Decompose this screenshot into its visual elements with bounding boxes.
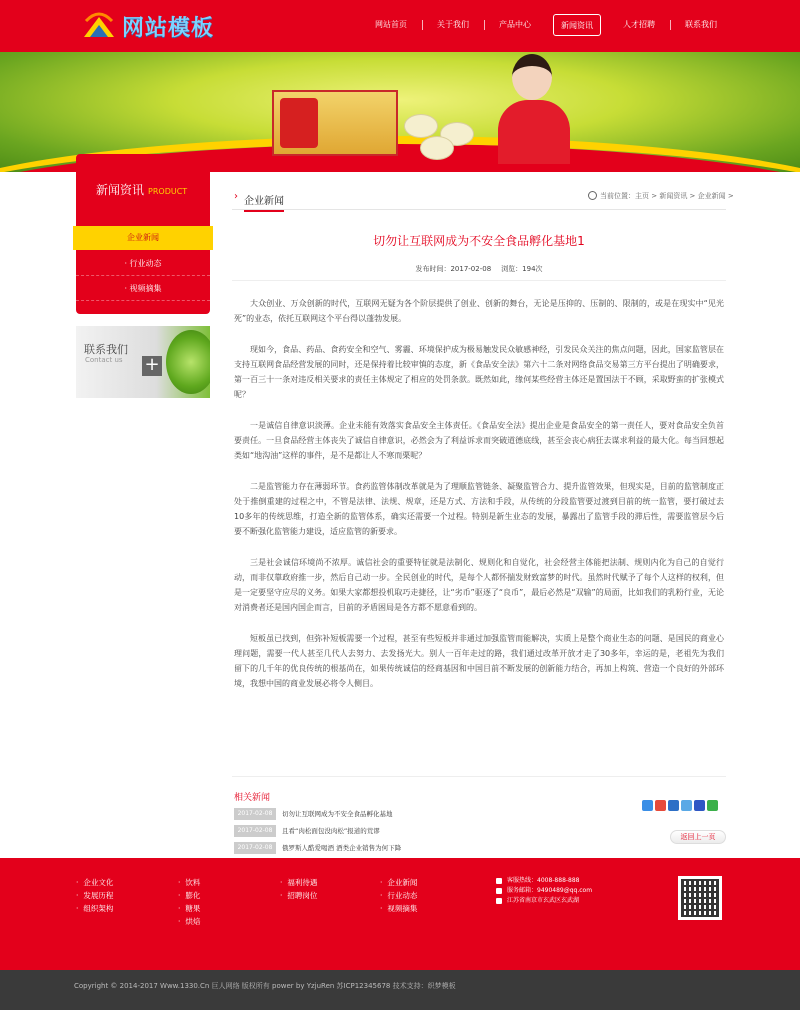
footer-news-links bbox=[380, 876, 417, 915]
footer-about-links bbox=[76, 876, 113, 915]
footer-link[interactable]: · 组织架构 bbox=[76, 902, 113, 915]
related-news-link[interactable]: 切勿让互联网成为不安全食品孵化基地 bbox=[282, 810, 393, 818]
view-count: 浏览：194次 bbox=[501, 265, 543, 273]
baidu-icon[interactable] bbox=[694, 800, 705, 811]
email bbox=[496, 886, 592, 896]
share-bar bbox=[642, 800, 720, 811]
copyright-text: Copyright © 2014-2017 Www.1330.Cn 巨人网络 版权所有 power by YzjuRen 苏ICP12345678 技术支持：织梦模板 bbox=[74, 982, 456, 990]
article-paragraph: 一是诚信自律意识淡薄。企业未能有效落实食品安全主体责任。《食品安全法》提出企业是食品安全的第一责任人，要对食品安全负首要责任。一旦食品经营主体丧失了诚信自律意识，必然会为了利益诉求而突破道德底线，甚至会丧心病狂去谋求利益的最大化。每当回想起类如“地沟油”这样的事件，是不是都让人不寒而栗呢？ bbox=[234, 421, 724, 460]
footer-link[interactable]: · 糖果 bbox=[178, 902, 200, 915]
related-news-item[interactable] bbox=[234, 823, 494, 838]
footer-link[interactable]: · 饮料 bbox=[178, 876, 200, 889]
related-news-date: 2017-02-08 bbox=[234, 808, 276, 820]
section-header bbox=[232, 186, 734, 210]
article-paragraph: 大众创业、万众创新的时代，互联网无疑为各个阶层提供了创业、创新的舞台，无论是压抑的、压制的、限制的，或是在现实中“见光死”的业态，依托互联网这个平台得以蓬勃发展。 bbox=[234, 299, 724, 323]
main-nav bbox=[360, 14, 732, 38]
related-news-item[interactable] bbox=[234, 840, 494, 855]
contact-us-en: Contact us bbox=[85, 356, 123, 364]
flower-icon bbox=[166, 330, 210, 394]
related-news-link[interactable]: 俄罗斯人酷爱喝酒 酒类企业销售为何下降 bbox=[282, 844, 402, 852]
mail-icon bbox=[496, 888, 502, 894]
bun-image bbox=[420, 136, 454, 160]
related-news-title: 相关新闻 bbox=[234, 793, 271, 803]
related-news-list bbox=[234, 806, 494, 857]
hotline bbox=[496, 876, 592, 886]
wechat-icon[interactable] bbox=[707, 800, 718, 811]
contact-us-title: 联系我们 bbox=[84, 343, 128, 356]
footer-link[interactable]: · 视频摘集 bbox=[380, 902, 417, 915]
spokesperson-head bbox=[512, 54, 552, 100]
related-news-date: 2017-02-08 bbox=[234, 842, 276, 854]
footer-link[interactable]: · 招聘岗位 bbox=[280, 889, 317, 902]
address-text: 江苏省南京市玄武区玄武湖 bbox=[507, 897, 580, 904]
article-paragraph: 二是监管能力存在薄弱环节。食药监管体制改革就是为了理顺监管链条、凝聚监管合力、提升监管效果，但现实是，目前的监管制度正处于推倒重建的过程之中，不管是法律、法规、规章，还是方式、方法和手段，从传统的分段监管要过渡到目前的统一监管，要打破过去10多年的传统思维，打造全新的监管体系，确实还需要一个过程。特别是新生业态的发展，暴露出了监管手段的滞后性，需要监管层今后要不断强化监管能力建设，适应监管的新要求。 bbox=[234, 482, 724, 536]
footer-link[interactable]: · 企业文化 bbox=[76, 876, 113, 889]
nav-careers[interactable]: 人才招聘 bbox=[623, 20, 655, 29]
article-paragraph: 三是社会诚信环境尚不浓厚。诚信社会的重要特征就是法制化、规则化和自觉化，社会经营主体能把法制、规则内化为自己的自觉行动，而非仅靠政府推一步，然后自己动一步。全民创业的时代，是每个人都怀揣发财致富梦的时代。虽然时代赋予了每个人这样的权利，但是一定要坚守应尽的义务。如果大家都想投机取巧走捷径，让“劣币”驱逐了“良币”，最后必然是“双输”的局面，比如我们的乳粉行业，无论对消费者还是国内国企而言，目前的矛盾困局是各方都不愿意看到的。 bbox=[234, 558, 724, 612]
section-title: 企业新闻 bbox=[244, 192, 284, 212]
site-footer bbox=[0, 858, 800, 970]
sidebar-item-company-news[interactable]: 企业新闻 bbox=[73, 226, 213, 250]
location-icon bbox=[588, 191, 597, 200]
bun-image bbox=[404, 114, 438, 138]
tencent-icon[interactable] bbox=[681, 800, 692, 811]
product-box-label bbox=[280, 98, 318, 148]
nav-about[interactable]: 关于我们 bbox=[422, 14, 484, 36]
article-paragraph: 短板虽已找到，但弥补短板需要一个过程，甚至有些短板并非通过加强监管而能解决，实质上是整个商业生态的问题、是国民的商业心理问题，需要一代人甚至几代人去努力、去发扬光大。别人一百年走过的路，我们通过改革开放才走了30多年，幸运的是，老祖先为我们留下的几千年的优良传统的根基尚在，如果传统诚信的经商基因和中国目前不断发展的创新能力结合，再加上构筑、营造一个良好的外部环境，我想中国的商业发展必将令人侧目。 bbox=[234, 634, 724, 688]
site-logo[interactable] bbox=[80, 9, 220, 43]
product-box-image bbox=[272, 90, 398, 156]
breadcrumb[interactable]: 当前位置：主页 > 新闻资讯 > 企业新闻 > bbox=[600, 192, 734, 200]
location-pin-icon bbox=[496, 898, 502, 904]
sidebar-menu bbox=[76, 214, 210, 314]
nav-products[interactable]: 产品中心 bbox=[484, 14, 546, 36]
logo-text: 网站模板 bbox=[122, 15, 215, 41]
divider bbox=[232, 776, 726, 777]
footer-contact-info bbox=[496, 876, 592, 906]
email-text[interactable]: 服务邮箱：9490489@qq.com bbox=[507, 887, 593, 894]
related-news-link[interactable]: 且看“肉松面包没肉松”报道的荒谬 bbox=[282, 827, 380, 835]
weibo-icon[interactable] bbox=[655, 800, 666, 811]
article-body bbox=[234, 296, 724, 707]
footer-link[interactable]: · 企业新闻 bbox=[380, 876, 417, 889]
logo-mark-icon bbox=[80, 11, 118, 41]
related-news-item[interactable] bbox=[234, 806, 494, 821]
publish-time: 发布时间：2017-02-08 bbox=[415, 265, 492, 273]
address bbox=[496, 896, 592, 906]
footer-link[interactable]: · 发展历程 bbox=[76, 889, 113, 902]
spokesperson-body bbox=[498, 100, 570, 164]
qzone-icon[interactable] bbox=[642, 800, 653, 811]
footer-career-links bbox=[280, 876, 317, 902]
article-paragraph: 现如今，食品、药品、食药安全和空气、雾霾、环境保护成为极易触发民众敏感神经，引发民众关注的焦点问题，因此，国家监管层在支持互联网食品经营发展的同时，还是保持着比较审慎的态度，新《食品安全法》第六十二条对网络食品交易第三方平台提出了明确要求，第一百三十一条对违反相关要求的责任主体规定了相应的处罚条款。既然如此，缘何某些经营主体还是置国法于不顾，采取野蛮的扩张模式呢？ bbox=[234, 345, 724, 399]
plus-icon[interactable]: + bbox=[142, 356, 162, 376]
sidebar-title-cn: 新闻资讯 bbox=[96, 183, 145, 197]
nav-home[interactable]: 网站首页 bbox=[375, 20, 407, 29]
article-meta bbox=[232, 264, 726, 274]
back-button[interactable]: 返回上一页 bbox=[670, 830, 726, 844]
footer-link[interactable]: · 烘焙 bbox=[178, 915, 200, 928]
site-header bbox=[0, 0, 800, 52]
related-news-date: 2017-02-08 bbox=[234, 825, 276, 837]
qr-code-image bbox=[678, 876, 722, 920]
chevron-right-icon: › bbox=[234, 191, 238, 202]
sidebar-title bbox=[96, 181, 187, 198]
nav-news[interactable]: 新闻资讯 bbox=[553, 14, 601, 36]
sidebar-item-industry[interactable]: · 行业动态 bbox=[76, 252, 210, 276]
copyright-bar bbox=[0, 970, 800, 1010]
renren-icon[interactable] bbox=[668, 800, 679, 811]
article-title: 切勿让互联网成为不安全食品孵化基地1 bbox=[373, 234, 585, 248]
hotline-text: 客服热线：4008-888-888 bbox=[507, 877, 580, 884]
footer-link[interactable]: · 膨化 bbox=[178, 889, 200, 902]
footer-link[interactable]: · 福利待遇 bbox=[280, 876, 317, 889]
footer-product-links bbox=[178, 876, 200, 928]
spokesperson-image bbox=[498, 52, 570, 162]
divider bbox=[232, 280, 726, 281]
contact-us-card[interactable] bbox=[76, 326, 210, 398]
sidebar-header bbox=[76, 154, 210, 214]
nav-contact[interactable]: 联系我们 bbox=[670, 14, 732, 36]
sidebar-title-en: PRODUCT bbox=[148, 187, 188, 196]
footer-link[interactable]: · 行业动态 bbox=[380, 889, 417, 902]
phone-icon bbox=[496, 878, 502, 884]
sidebar-item-videos[interactable]: · 视频摘集 bbox=[76, 277, 210, 301]
